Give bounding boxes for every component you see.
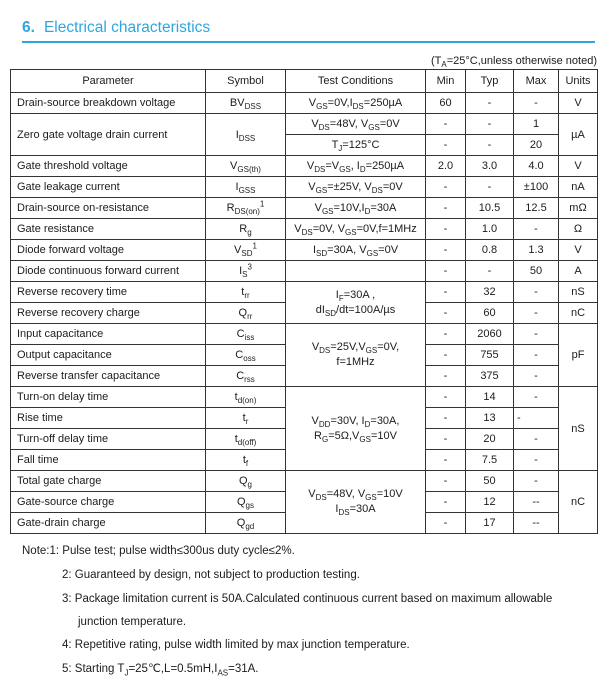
symbol-cell: $Q_{gd}$ bbox=[206, 513, 286, 534]
note-1: Note:1: Pulse test; pulse width≤300us duty cycle≤2%. bbox=[22, 545, 295, 557]
max-cell: - bbox=[514, 471, 559, 492]
max-cell: - bbox=[514, 324, 559, 345]
param-cell: Gate-drain charge bbox=[11, 513, 206, 534]
param-cell: Gate leakage current bbox=[11, 177, 206, 198]
param-cell: Turn-off delay time bbox=[11, 429, 206, 450]
cond-cell: $I_{SD}=30A$, $V_{GS}=0V$ bbox=[286, 240, 426, 261]
symbol-cell: $V_{SD}^1$ bbox=[206, 240, 286, 261]
max-cell: 50 bbox=[514, 261, 559, 282]
table-row bbox=[11, 219, 598, 240]
notes-block bbox=[0, 543, 610, 677]
units-cell: nS bbox=[559, 282, 598, 303]
col-header-units: Units bbox=[559, 70, 598, 93]
max-cell: 1 bbox=[514, 114, 559, 135]
col-header-symbol: Symbol bbox=[206, 70, 286, 93]
electrical-characteristics-table bbox=[10, 69, 598, 534]
symbol-cell: $C_{oss}$ bbox=[206, 345, 286, 366]
param-cell: Diode continuous forward current bbox=[11, 261, 206, 282]
param-cell: Gate resistance bbox=[11, 219, 206, 240]
symbol-cell: $t_r$ bbox=[206, 408, 286, 429]
symbol-cell: $I_S^3$ bbox=[206, 261, 286, 282]
note-3: 3: Package limitation current is 50A.Calculated continuous current based on maximum allowable bbox=[62, 593, 553, 605]
units-cell: V bbox=[559, 93, 598, 114]
min-cell: - bbox=[426, 282, 466, 303]
section-number: 6. bbox=[22, 19, 35, 36]
note-3-continuation: junction temperature. bbox=[78, 616, 187, 628]
table-row bbox=[11, 471, 598, 492]
cond-cell bbox=[286, 324, 426, 387]
param-cell: Drain-source breakdown voltage bbox=[11, 93, 206, 114]
max-cell: 4.0 bbox=[514, 156, 559, 177]
min-cell: - bbox=[426, 198, 466, 219]
max-cell: -- bbox=[514, 513, 559, 534]
max-cell: - bbox=[514, 93, 559, 114]
section-heading bbox=[22, 19, 595, 43]
units-cell: mΩ bbox=[559, 198, 598, 219]
typ-cell: - bbox=[466, 261, 514, 282]
cond-cell: $V_{DS}=48V$, $V_{GS}=0V$ bbox=[286, 114, 426, 135]
cond-cell: $V_{GS}=0V,I_{DS}=250\mu A$ bbox=[286, 93, 426, 114]
min-cell: - bbox=[426, 387, 466, 408]
param-cell: Fall time bbox=[11, 450, 206, 471]
cond-line: $dI_{SD}/dt=100A/\mu s$ bbox=[315, 303, 396, 318]
table-row bbox=[11, 198, 598, 219]
cond-line: $I_F=30A$ , bbox=[335, 288, 376, 303]
max-cell: - bbox=[514, 345, 559, 366]
param-cell: Reverse recovery time bbox=[11, 282, 206, 303]
symbol-cell: $I_{DSS}$ bbox=[206, 114, 286, 156]
col-header-max: Max bbox=[514, 70, 559, 93]
symbol-cell: $C_{iss}$ bbox=[206, 324, 286, 345]
units-cell: V bbox=[559, 156, 598, 177]
min-cell: 2.0 bbox=[426, 156, 466, 177]
min-cell: - bbox=[426, 219, 466, 240]
typ-cell: - bbox=[466, 177, 514, 198]
cond-line: $V_{DS}=25V,V_{GS}=0V$, bbox=[311, 341, 400, 356]
max-cell: 20 bbox=[514, 135, 559, 156]
units-cell: nS bbox=[559, 387, 598, 471]
cond-line: $R_G=5\Omega,V_{GS}=10V$ bbox=[314, 429, 397, 444]
min-cell: - bbox=[426, 513, 466, 534]
max-cell: - bbox=[514, 282, 559, 303]
max-cell: - bbox=[514, 366, 559, 387]
symbol-cell: $Q_g$ bbox=[206, 471, 286, 492]
units-cell: A bbox=[559, 261, 598, 282]
typ-cell: 375 bbox=[466, 366, 514, 387]
typ-cell: 20 bbox=[466, 429, 514, 450]
table-row bbox=[11, 387, 598, 408]
table-header-row bbox=[11, 70, 598, 93]
typ-cell: 50 bbox=[466, 471, 514, 492]
param-cell: Gate-source charge bbox=[11, 492, 206, 513]
typ-cell: - bbox=[466, 114, 514, 135]
col-header-test-conditions: Test Conditions bbox=[286, 70, 426, 93]
param-cell: Total gate charge bbox=[11, 471, 206, 492]
typ-cell: 2060 bbox=[466, 324, 514, 345]
typ-cell: 3.0 bbox=[466, 156, 514, 177]
symbol-cell: $Q_{rr}$ bbox=[206, 303, 286, 324]
symbol-cell: $R_{DS(on)}^1$ bbox=[206, 198, 286, 219]
units-cell: nC bbox=[559, 303, 598, 324]
section-title-text: Electrical characteristics bbox=[43, 19, 211, 36]
max-cell: ±100 bbox=[514, 177, 559, 198]
param-cell: Drain-source on-resistance bbox=[11, 198, 206, 219]
param-cell: Zero gate voltage drain current bbox=[11, 114, 206, 156]
datasheet-page bbox=[0, 19, 610, 693]
max-cell: - bbox=[514, 429, 559, 450]
cond-cell bbox=[286, 471, 426, 534]
typ-cell: 13 bbox=[466, 408, 514, 429]
min-cell: - bbox=[426, 408, 466, 429]
min-cell: - bbox=[426, 303, 466, 324]
symbol-cell: $R_g$ bbox=[206, 219, 286, 240]
min-cell: - bbox=[426, 366, 466, 387]
cond-line: f=1MHz bbox=[336, 356, 375, 368]
min-cell: - bbox=[426, 135, 466, 156]
units-cell: V bbox=[559, 240, 598, 261]
units-cell: nA bbox=[559, 177, 598, 198]
symbol-cell: $t_f$ bbox=[206, 450, 286, 471]
cond-line: $I_{DS}=30A$ bbox=[335, 503, 376, 518]
col-header-parameter: Parameter bbox=[11, 70, 206, 93]
cond-cell bbox=[286, 261, 426, 282]
symbol-cell: $V_{GS(th)}$ bbox=[206, 156, 286, 177]
symbol-cell: $BV_{DSS}$ bbox=[206, 93, 286, 114]
typ-cell: 7.5 bbox=[466, 450, 514, 471]
typ-cell: 10.5 bbox=[466, 198, 514, 219]
symbol-cell: $t_{d(on)}$ bbox=[206, 387, 286, 408]
table-row bbox=[11, 93, 598, 114]
cond-line: $V_{DS}=48V$, $V_{GS}=10V$ bbox=[308, 488, 403, 503]
note-4: 4: Repetitive rating, pulse width limited by max junction temperature. bbox=[62, 639, 410, 651]
min-cell: - bbox=[426, 492, 466, 513]
min-cell: - bbox=[426, 471, 466, 492]
cond-cell: $V_{GS}=10V,I_D=30A$ bbox=[286, 198, 426, 219]
min-cell: - bbox=[426, 450, 466, 471]
min-cell: 60 bbox=[426, 93, 466, 114]
symbol-cell: $t_{rr}$ bbox=[206, 282, 286, 303]
cond-cell: $V_{GS}=\pm 25V$, $V_{DS}=0V$ bbox=[286, 177, 426, 198]
min-cell: - bbox=[426, 177, 466, 198]
cond-cell: $V_{DS}=0V$, $V_{GS}=0V,f=1MHz$ bbox=[286, 219, 426, 240]
max-cell: -- bbox=[514, 492, 559, 513]
typ-cell: 17 bbox=[466, 513, 514, 534]
typ-cell: 12 bbox=[466, 492, 514, 513]
min-cell: - bbox=[426, 345, 466, 366]
typ-cell: 32 bbox=[466, 282, 514, 303]
units-cell: µA bbox=[559, 114, 598, 156]
typ-cell: - bbox=[466, 93, 514, 114]
table-row bbox=[11, 114, 598, 135]
col-header-typ: Typ bbox=[466, 70, 514, 93]
cond-cell: $V_{DS}=V_{GS}$, $I_D=250\mu A$ bbox=[286, 156, 426, 177]
param-cell: Reverse recovery charge bbox=[11, 303, 206, 324]
table-row bbox=[11, 261, 598, 282]
symbol-cell: $Q_{gs}$ bbox=[206, 492, 286, 513]
table-row bbox=[11, 324, 598, 345]
param-cell: Rise time bbox=[11, 408, 206, 429]
max-cell: - bbox=[514, 219, 559, 240]
param-cell: Diode forward voltage bbox=[11, 240, 206, 261]
table-row bbox=[11, 282, 598, 303]
param-cell: Output capacitance bbox=[11, 345, 206, 366]
typ-cell: - bbox=[466, 135, 514, 156]
param-cell: Gate threshold voltage bbox=[11, 156, 206, 177]
symbol-cell: $C_{rss}$ bbox=[206, 366, 286, 387]
cond-cell bbox=[286, 282, 426, 324]
units-cell: Ω bbox=[559, 219, 598, 240]
min-cell: - bbox=[426, 261, 466, 282]
table-row bbox=[11, 240, 598, 261]
max-cell: 1.3 bbox=[514, 240, 559, 261]
max-cell: - bbox=[514, 303, 559, 324]
min-cell: - bbox=[426, 429, 466, 450]
cond-cell: $T_J=125^\circ C$ bbox=[286, 135, 426, 156]
typ-cell: 755 bbox=[466, 345, 514, 366]
typ-cell: 60 bbox=[466, 303, 514, 324]
max-cell: - bbox=[514, 408, 559, 429]
param-cell: Reverse transfer capacitance bbox=[11, 366, 206, 387]
param-cell: Input capacitance bbox=[11, 324, 206, 345]
table-condition-note: ($T_A=25^\circ C,unless$ otherwise noted) bbox=[431, 55, 597, 70]
typ-cell: 14 bbox=[466, 387, 514, 408]
note-5: 5: Starting $T_J=25℃,L=0.5mH,I_{AS}=31A$. bbox=[62, 663, 259, 678]
cond-cell bbox=[286, 387, 426, 471]
symbol-cell: $I_{GSS}$ bbox=[206, 177, 286, 198]
max-cell: - bbox=[514, 450, 559, 471]
units-cell: nC bbox=[559, 471, 598, 534]
symbol-cell: $t_{d(off)}$ bbox=[206, 429, 286, 450]
min-cell: - bbox=[426, 240, 466, 261]
max-cell: 12.5 bbox=[514, 198, 559, 219]
note-2: 2: Guaranteed by design, not subject to production testing. bbox=[62, 569, 360, 581]
col-header-min: Min bbox=[426, 70, 466, 93]
table-row bbox=[11, 177, 598, 198]
max-cell: - bbox=[514, 387, 559, 408]
cond-line: $V_{DD}=30V$, $I_D=30A$, bbox=[311, 414, 400, 429]
table-row bbox=[11, 156, 598, 177]
typ-cell: 1.0 bbox=[466, 219, 514, 240]
min-cell: - bbox=[426, 114, 466, 135]
units-cell: pF bbox=[559, 324, 598, 387]
typ-cell: 0.8 bbox=[466, 240, 514, 261]
param-cell: Turn-on delay time bbox=[11, 387, 206, 408]
min-cell: - bbox=[426, 324, 466, 345]
